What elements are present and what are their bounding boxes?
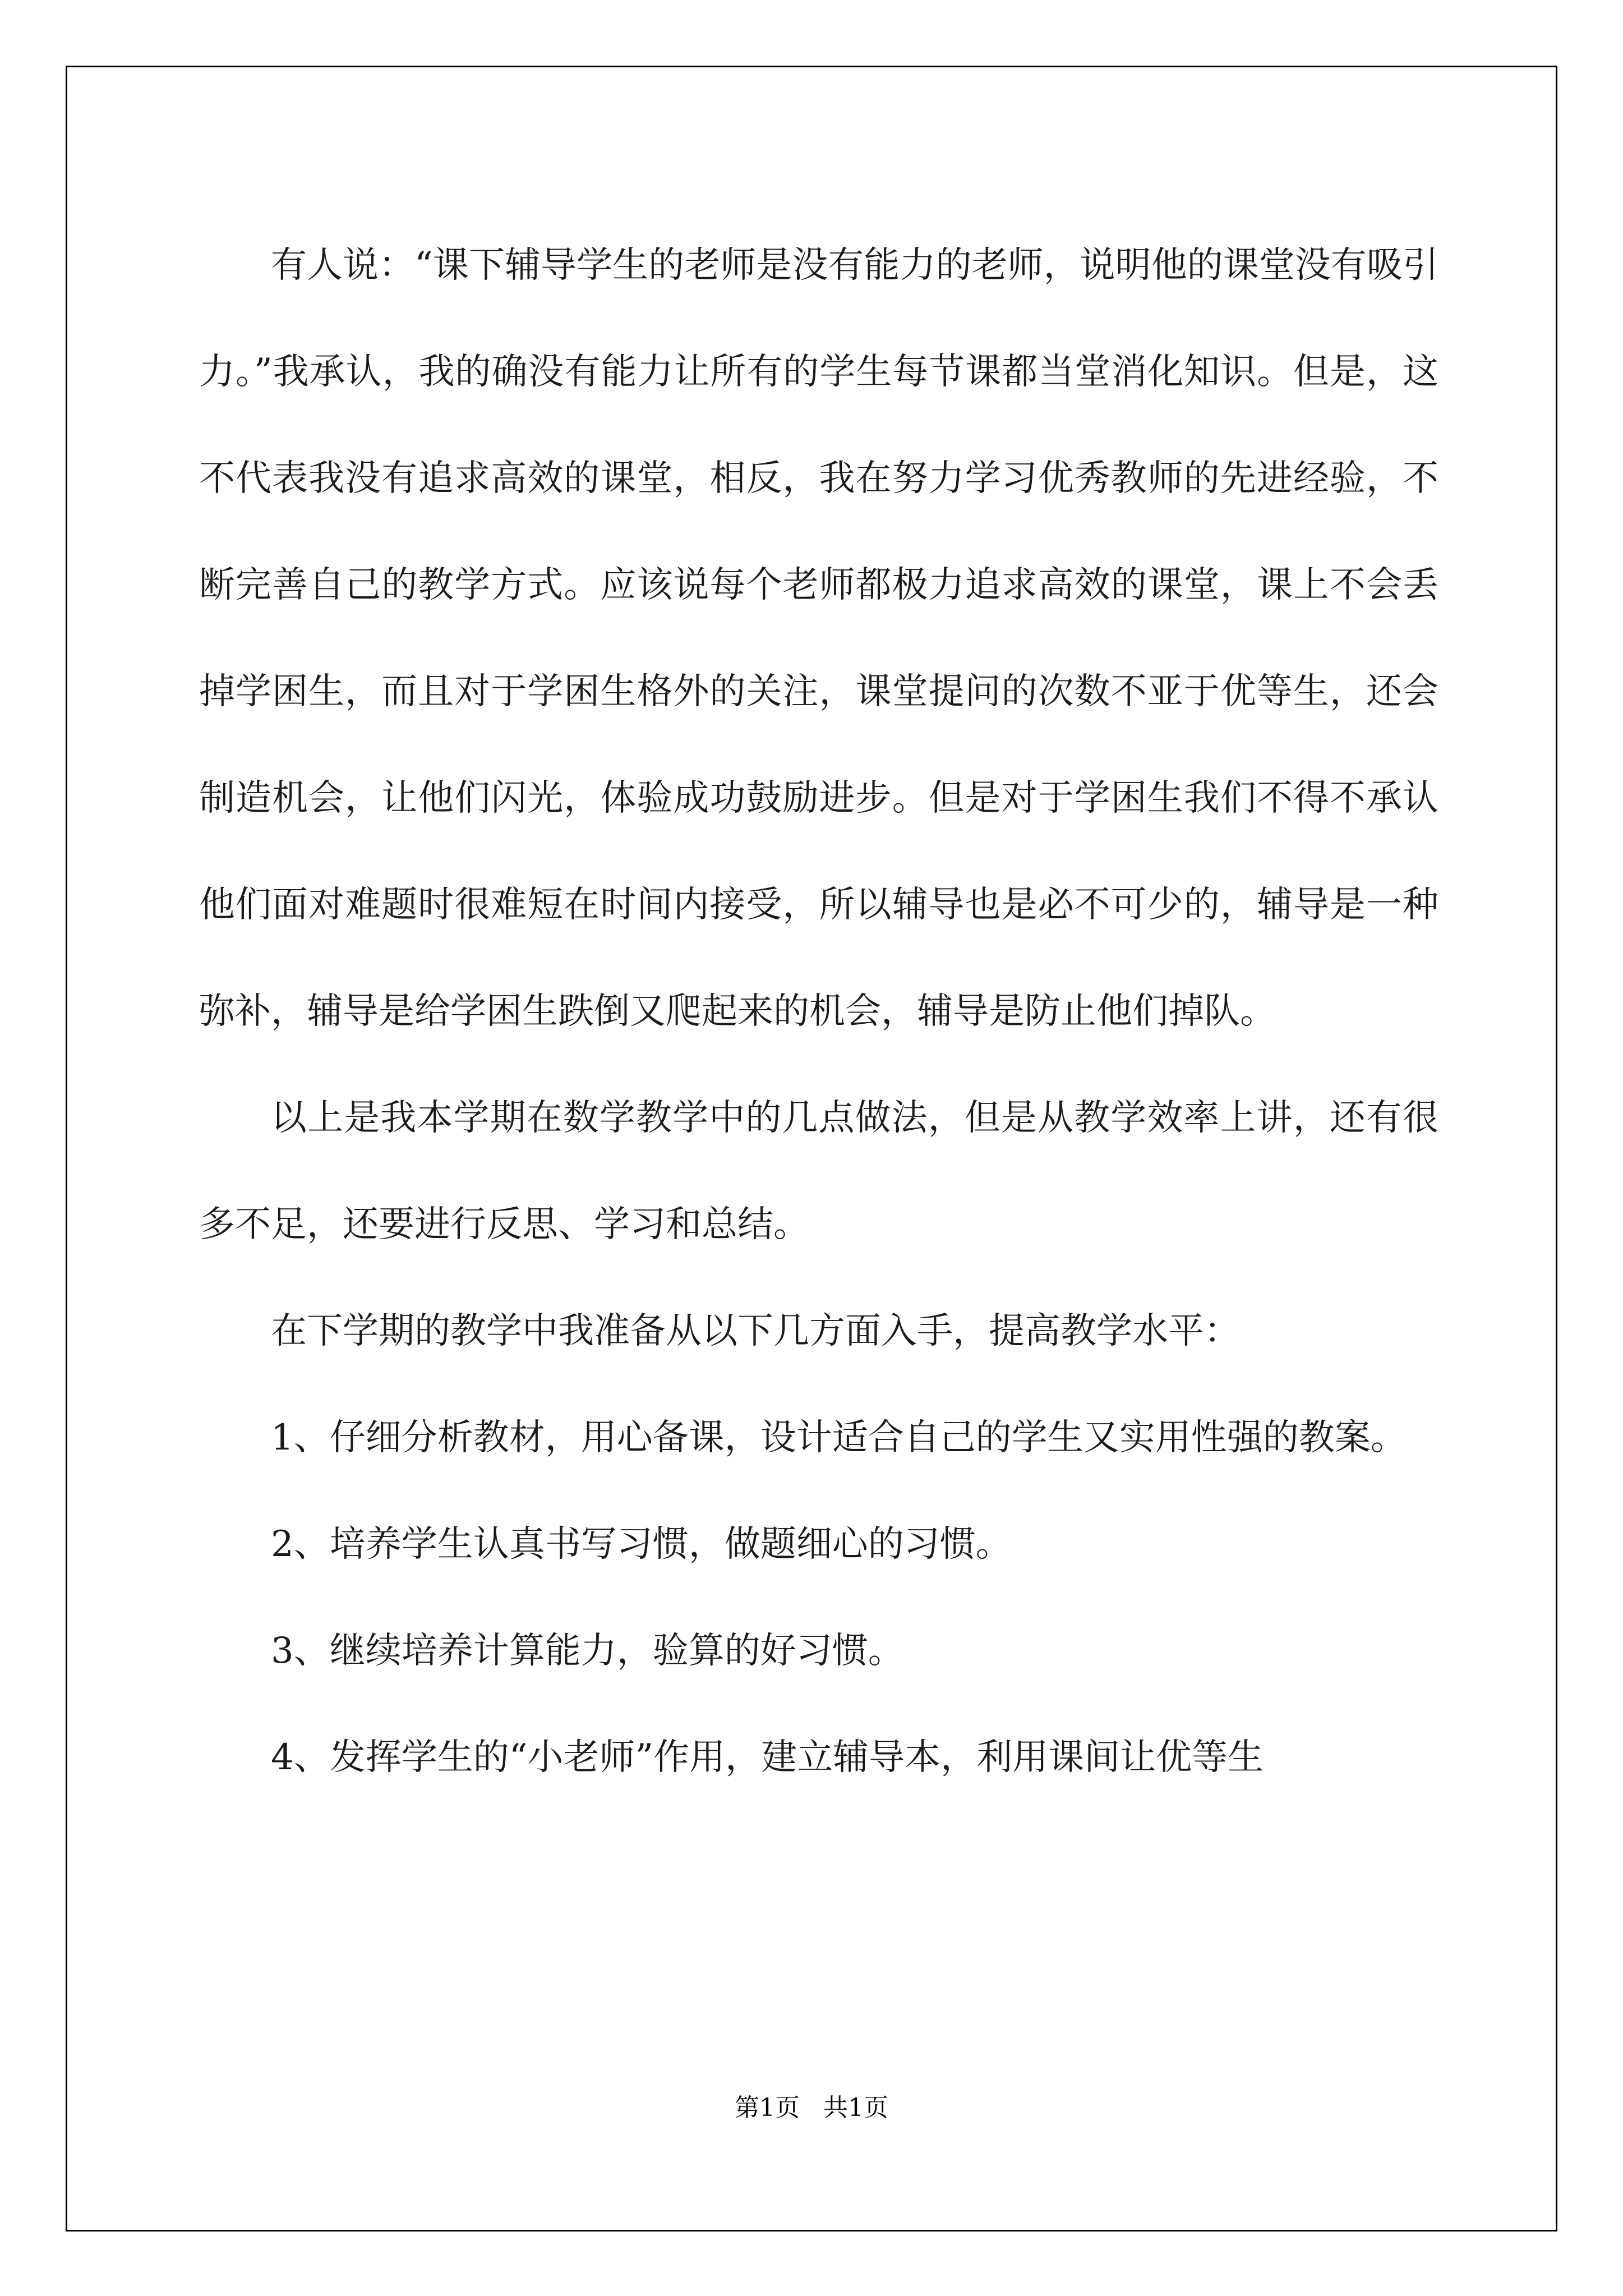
page-number-current: 第1页 [735,2093,800,2122]
page-number-total: 共1页 [823,2093,888,2122]
paragraph-7: 4、发挥学生的“小老师”作用，建立辅导本，利用课间让优等生 [271,1737,1264,1778]
page-footer [0,2091,1623,2125]
paragraph-4: 1、仔细分析教材，用心备课，设计适合自己的学生又实用性强的教案。 [271,1417,1407,1458]
paragraph-3: 在下学期的教学中我准备从以下几方面入手，提高教学水平： [271,1310,1240,1352]
document-body [199,212,1438,1811]
paragraph-6: 3、继续培养计算能力，验算的好习惯。 [271,1630,904,1672]
footer-spacer [800,2093,823,2122]
paragraph-5: 2、培养学生认真书写习惯，做题细心的习惯。 [271,1524,1012,1565]
paragraph-1: 有人说：“课下辅导学生的老师是没有能力的老师，说明他的课堂没有吸引力。”我承认，我的确没有能力让所有的学生每节课都当堂消化知识。但是，这不代表我没有追求高效的课堂，相反，我在努力学习优秀教师的先进经验，不断完善自己的教学方式。应该说每个老师都极力追求高效的课堂，课上不会丢掉学困生，而且对于学困生格外的关注，课堂提问的次数不亚于优等生，还会制造机会，让他们闪光，体验成功鼓励进步。但是对于学困生我们不得不承认他们面对难题时很难短在时间内接受，所以辅导也是必不可少的，辅导是一种弥补，辅导是给学困生跌倒又爬起来的机会，辅导是防止他们掉队。 [199,245,1438,1032]
paragraph-2: 以上是我本学期在数学教学中的几点做法，但是从教学效率上讲，还有很多不足，还要进行反思、学习和总结。 [199,1097,1438,1245]
